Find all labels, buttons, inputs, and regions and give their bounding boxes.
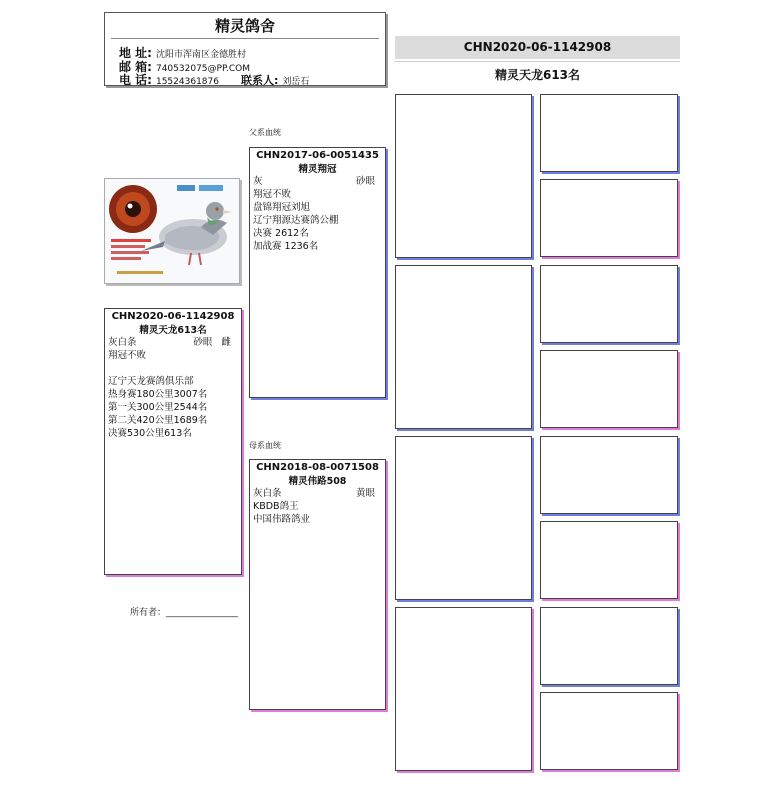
phone-value: 15524361876 — [155, 77, 219, 87]
subject-ring: CHN2020-06-1142908 — [111, 311, 235, 322]
grandsire-paternal-card — [395, 94, 532, 258]
pigeon-illustration — [105, 179, 239, 283]
sire-ring: CHN2017-06-0051435 — [256, 150, 379, 161]
sire-traits-row — [250, 175, 385, 188]
great-grandparent-4-card — [540, 350, 678, 428]
dam-card — [249, 459, 386, 710]
loft-header-card — [104, 12, 386, 86]
contact-value: 刘岳石 — [282, 77, 310, 87]
subject-name: 精灵天龙613名 — [139, 325, 207, 336]
pigeon-photo — [104, 178, 240, 284]
dam-line1: KBDB鸽王 — [253, 501, 299, 512]
sire-line4: 决赛 2612名 — [253, 228, 309, 239]
dam-ring: CHN2018-08-0071508 — [256, 462, 379, 473]
address-value: 沈阳市浑南区金德胜村 — [155, 50, 246, 60]
granddam-paternal-card — [395, 265, 532, 429]
subject-bird-card — [104, 308, 242, 575]
dam-name: 精灵伟路508 — [288, 476, 347, 487]
great-grandparent-8-card — [540, 692, 678, 770]
great-grandparent-5-card — [540, 436, 678, 514]
loft-phone-row — [119, 71, 309, 88]
sire-line1: 翔冠不败 — [253, 189, 292, 200]
sire-color: 灰 — [253, 176, 263, 187]
subject-line1: 翔冠不败 — [108, 350, 147, 361]
dam-color: 灰白条 — [253, 488, 282, 499]
great-grandparent-1-card — [540, 94, 678, 172]
subject-result1: 热身赛180公里3007名 — [108, 389, 208, 400]
great-grandparent-7-card — [540, 607, 678, 685]
title-ring-bar: CHN2020-06-1142908 — [395, 36, 680, 59]
sire-name: 精灵翔冠 — [298, 164, 337, 175]
contact-label: 联系人: — [240, 74, 279, 87]
owner-line: 所有者：________________ — [130, 608, 239, 618]
sire-line5: 加战赛 1236名 — [253, 241, 319, 252]
great-grandparent-2-card — [540, 179, 678, 257]
loft-name: 精灵鸽舍 — [214, 17, 275, 35]
great-grandparent-6-card — [540, 521, 678, 599]
sire-card — [249, 147, 386, 398]
subject-result4: 决赛530公里613名 — [108, 428, 192, 439]
sire-line3: 辽宁翔源达赛鸽公棚 — [253, 215, 339, 226]
sire-line2: 盘锦翔冠刘旭 — [253, 202, 311, 213]
sire-line-label: 父系血统 — [249, 128, 281, 137]
subject-result3: 第二关420公里1689名 — [108, 415, 208, 426]
dam-line2: 中国伟路鸽业 — [253, 514, 311, 525]
subject-color: 灰白条 — [108, 337, 137, 348]
dam-traits-row — [250, 487, 385, 500]
subject-blank — [105, 362, 241, 375]
dam-line-label: 母系血统 — [249, 441, 281, 450]
dam-eye: 黄眼 — [355, 488, 375, 499]
mailbox-value: 740532075@PP.COM — [155, 64, 250, 74]
phone-label: 电 话: — [119, 73, 152, 87]
subject-club: 辽宁天龙赛鸽俱乐部 — [108, 376, 194, 387]
subject-sex: 雌 — [221, 337, 231, 348]
sire-eye: 砂眼 — [355, 176, 375, 187]
address-label: 地 址: — [119, 46, 152, 60]
subject-traits-row — [105, 336, 241, 349]
subject-result2: 第一关300公里2544名 — [108, 402, 208, 413]
title-bird-name: 精灵天龙613名 — [494, 68, 581, 82]
grandsire-maternal-card — [395, 436, 532, 600]
subject-eye: 砂眼 — [193, 337, 213, 348]
granddam-maternal-card — [395, 607, 532, 771]
title-divider — [395, 61, 680, 62]
great-grandparent-3-card — [540, 265, 678, 343]
loft-divider — [111, 38, 379, 39]
mailbox-label: 邮 箱: — [119, 60, 152, 74]
